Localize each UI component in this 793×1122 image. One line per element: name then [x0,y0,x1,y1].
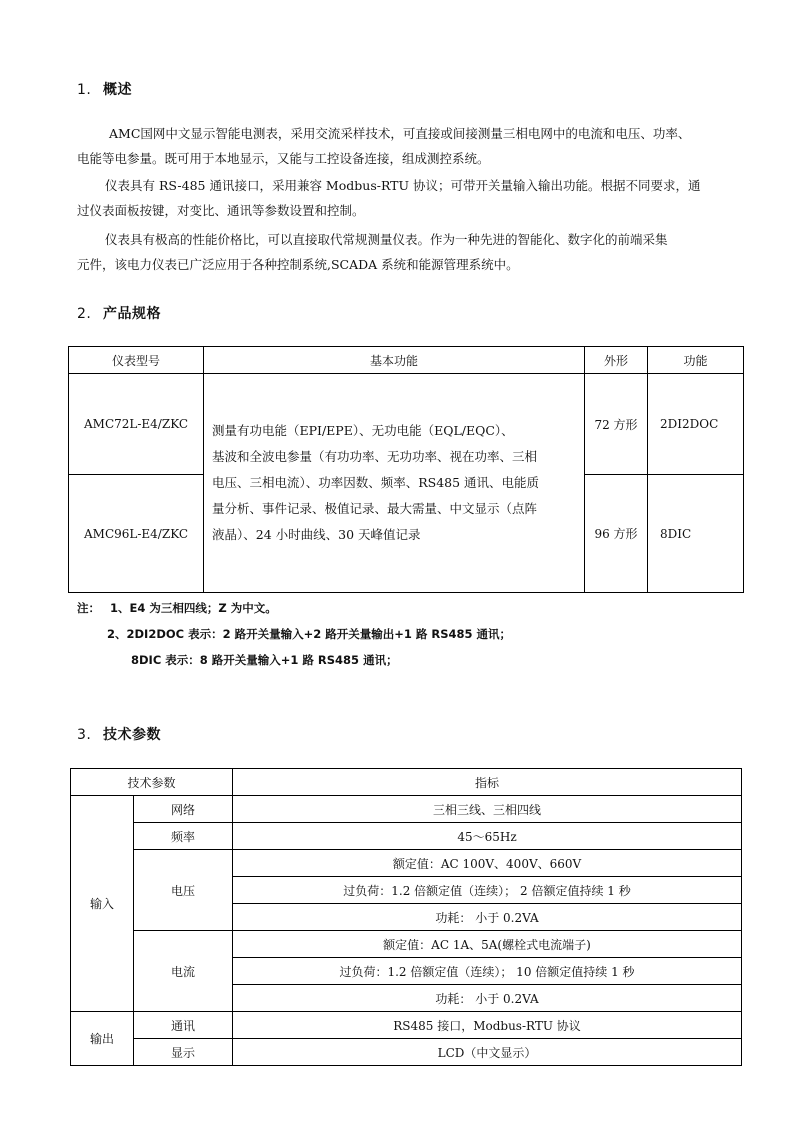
basic-function-cell: 测量有功电能（EPI/EPE）、无功电能（EQL/EQC）、 基波和全波电参量（有功功率、无功功率、视在功率、三相 电压、三相电流）、功率因数、频率、RS485 通讯、电能质 量分析、事件记录、极值记录、最大需量、中文显示（点阵 液晶）、24 小时曲线、30 天峰值记录 [204,374,585,593]
note-3: 8DIC 表示：8 路开关量输入+1 路 RS485 通讯； [131,653,398,667]
table-row: 显示 LCD（中文显示） [71,1039,742,1066]
spec-table-row: AMC72L-E4/ZKC 测量有功电能（EPI/EPE）、无功电能（EQL/EQC）、 基波和全波电参量（有功功率、无功功率、视在功率、三相 电压、三相电流）、功率因数、频率、RS485 通讯、电能质 量分析、事件记录、极值记录、最大需量、中文显示（点阵 液晶）、24 小时曲线、30 天峰值记录 72 方形 2DI2DOC [69,374,744,475]
section-heading-overview: 1. 概述 [77,82,132,98]
section-heading-tech: 3. 技术参数 [77,727,161,743]
table-row: 功耗： 小于 0.2VA [71,985,742,1012]
table-row: 输入 网络 三相三线、三相四线 [71,796,742,823]
table-row: 输出 通讯 RS485 接口，Modbus-RTU 协议 [71,1012,742,1039]
overview-paragraph-1: AMC国网中文显示智能电测表，采用交流采样技术，可直接或间接测量三相电网中的电流和电压、功率、 电能等电参量。既可用于本地显示，又能与工控设备连接，组成测控系统。 [77,126,691,166]
table-row: 电压 额定值：AC 100V、400V、660V [71,850,742,877]
spec-table [68,346,744,593]
table-row: 过负荷：1.2 倍额定值（连续）； 2 倍额定值持续 1 秒 [71,877,742,904]
section-heading-spec: 2. 产品规格 [77,306,161,322]
spec-table-header: 仪表型号 基本功能 外形 功能 [69,347,744,374]
tech-table-header: 技术参数 指标 [71,769,742,796]
spec-table-row: AMC96L-E4/ZKC 96 方形 8DIC [69,475,744,593]
note-2: 2、2DI2DOC 表示：2 路开关量输入+2 路开关量输出+1 路 RS485 通讯； [107,627,512,641]
tech-param-table [70,768,742,1066]
note-1: 注： 1、E4 为三相四线；Z 为中文。 [77,601,277,615]
overview-paragraph-3: 仪表具有极高的性能价格比，可以直接取代常规测量仪表。作为一种先进的智能化、数字化的前端采集 元件，该电力仪表已广泛应用于各种控制系统,SCADA 系统和能源管理系统中。 [77,232,668,272]
table-row: 功耗： 小于 0.2VA [71,904,742,931]
table-row: 电流 额定值：AC 1A、5A(螺栓式电流端子) [71,931,742,958]
table-row: 频率 45～65Hz [71,823,742,850]
overview-paragraph-2: 仪表具有 RS-485 通讯接口，采用兼容 Modbus-RTU 协议；可带开关量输入输出功能。根据不同要求，通 过仪表面板按键，对变比、通讯等参数设置和控制。 [77,178,701,218]
table-row: 过负荷：1.2 倍额定值（连续）； 10 倍额定值持续 1 秒 [71,958,742,985]
